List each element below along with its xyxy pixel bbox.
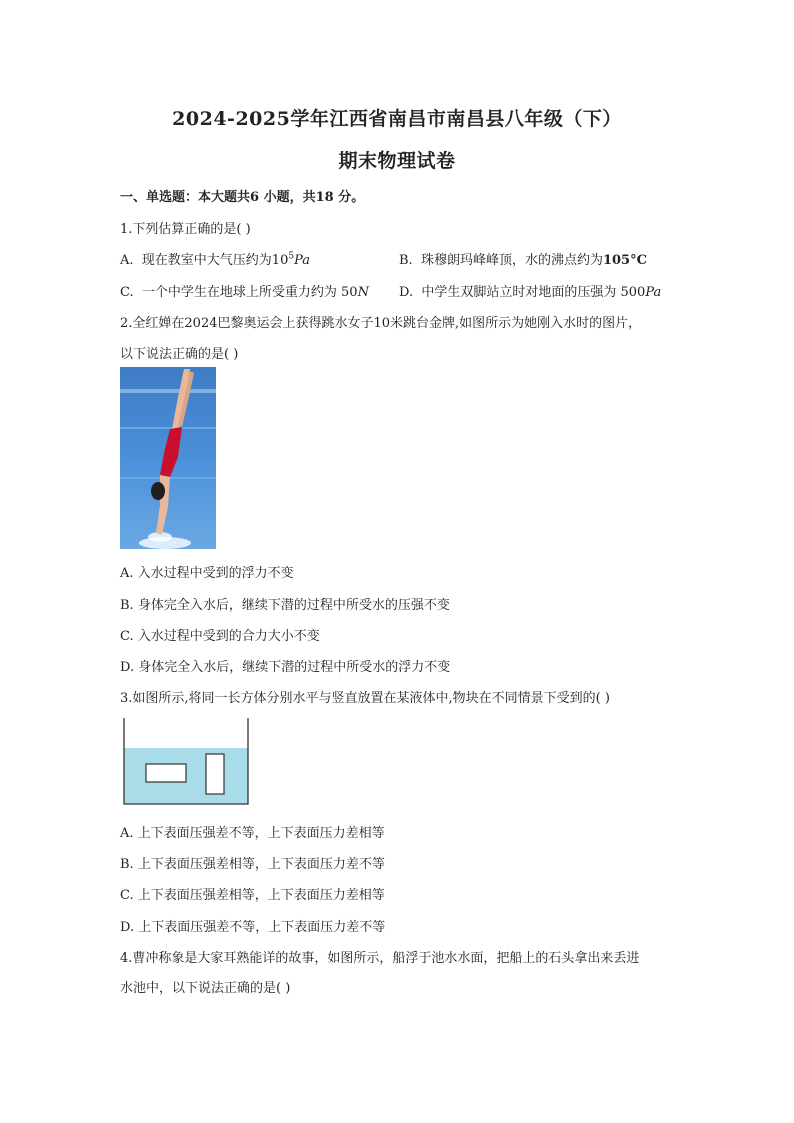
diver-photo-illustration	[120, 367, 216, 549]
q1-option-b-label: B.	[399, 253, 413, 268]
q3-option-c: C. 上下表面压强差相等，上下表面压力差相等	[120, 888, 385, 903]
q3-option-d: D. 上下表面压强差不等，上下表面压力差不等	[120, 920, 386, 935]
q1-option-a-label: A.	[120, 253, 134, 268]
q3-stem: 3.如图所示,将同一长方体分别水平与竖直放置在某液体中,物块在不同情景下受到的( )	[120, 691, 610, 706]
q2-stem-line1: 2.全红婵在2024巴黎奥运会上获得跳水女子10米跳台金牌,如图所示为她刚入水时的图片，	[120, 316, 642, 331]
q1-stem: 1.下列估算正确的是( )	[120, 222, 251, 237]
q1-option-d-label: D.	[399, 285, 414, 300]
q2-option-b: B. 身体完全入水后，继续下潜的过程中所受水的压强不变	[120, 598, 450, 613]
q1-option-b	[399, 249, 647, 268]
liquid-container-diagram	[120, 716, 252, 812]
q1-option-a-unit: Pa	[294, 253, 310, 268]
q1-option-c-unit: N	[357, 285, 369, 300]
q1-option-a-exponent: 5	[288, 251, 295, 262]
q1-option-d-text: 中学生双脚站立时对地面的压强为 500	[421, 285, 646, 300]
exam-title-line2: 期末物理试卷	[338, 150, 456, 172]
q1-option-a-text: 现在教室中大气压约为10	[141, 253, 289, 268]
q3-option-a: A. 上下表面压强差不等，上下表面压力差相等	[120, 826, 385, 841]
diver-photo	[120, 367, 216, 549]
section-heading-single-choice: 一、单选题：本大题共6 小题，共18 分。	[120, 190, 365, 205]
q2-option-d: D. 身体完全入水后，继续下潜的过程中所受水的浮力不变	[120, 660, 451, 675]
q2-option-c: C. 入水过程中受到的合力大小不变	[120, 629, 320, 644]
q1-option-d	[399, 281, 661, 300]
q4-stem-line2: 水池中，以下说法正确的是( )	[120, 981, 291, 996]
q1-option-b-value: 105°C	[602, 253, 647, 268]
q1-option-c-label: C.	[120, 285, 134, 300]
container-figure	[120, 716, 252, 808]
exam-title-line1: 2024-2025学年江西省南昌市南昌县八年级（下）	[172, 108, 622, 130]
horizontal-block	[146, 764, 186, 782]
vertical-block	[206, 754, 224, 794]
q1-option-c-text: 一个中学生在地球上所受重力约为 50	[141, 285, 358, 300]
q1-option-a	[120, 249, 310, 268]
q3-option-b: B. 上下表面压强差相等，上下表面压力差不等	[120, 857, 385, 872]
q1-option-c	[120, 281, 369, 300]
q2-stem-line2: 以下说法正确的是( )	[120, 347, 239, 362]
q4-stem-line1: 4.曹冲称象是大家耳熟能详的故事，如图所示，船浮于池水水面，把船上的石头拿出来丢进	[120, 951, 640, 966]
q1-option-d-unit: Pa	[645, 285, 662, 300]
q1-option-b-text: 珠穆朗玛峰峰顶，水的沸点约为	[420, 253, 603, 268]
q2-option-a: A. 入水过程中受到的浮力不变	[120, 566, 294, 581]
